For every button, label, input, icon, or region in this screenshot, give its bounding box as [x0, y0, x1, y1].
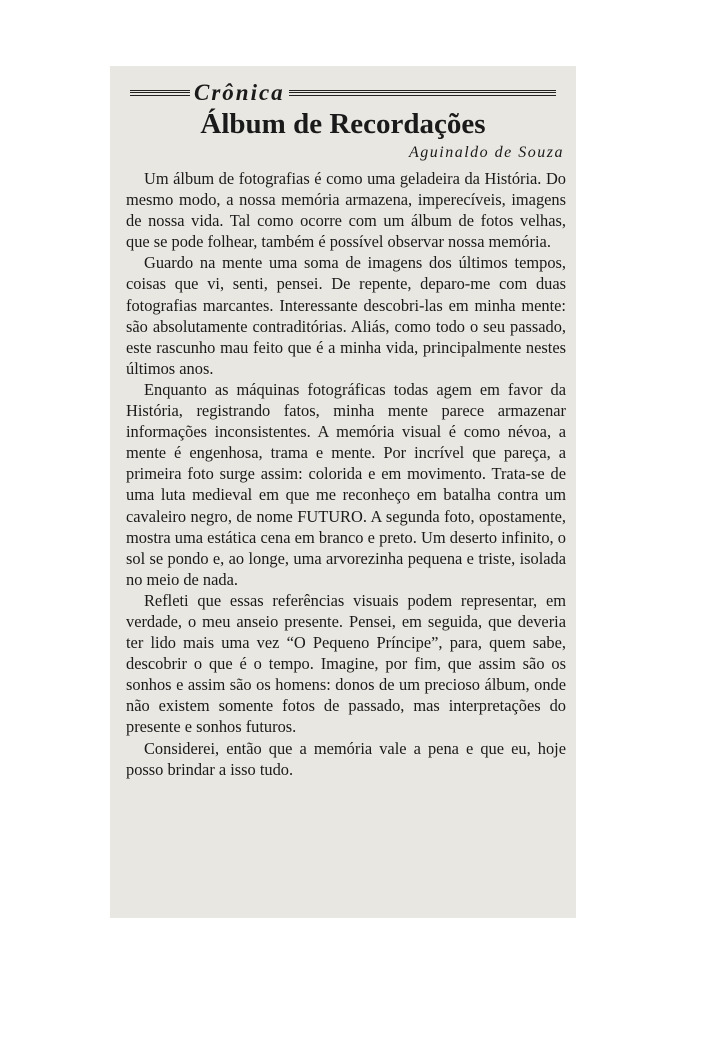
article-paragraph: Enquanto as máquinas fotográficas todas agem em favor da História, registrando fatos, minha mente parece armazenar informações inconsistentes. A memória visual é como névoa, a mente é engenhosa, trama e mente. Por incrível que pareça, a primeira foto surge assim: colorida e em movimento. Trata-se de uma luta medieval em que me reconheço em batalha contra um cavaleiro negro, de nome FUTURO. A segunda foto, opostamente, mostra uma estática cena em branco e preto. Um deserto infinito, o sol se pondo e, ao longe, uma arvorezinha pequena e triste, isolada no meio de nada. — [126, 379, 566, 589]
article-paragraph: Um álbum de fotografias é como uma geladeira da História. Do mesmo modo, a nossa memória armazena, imperecíveis, imagens de nossa vida. Tal como ocorre com um álbum de fotos velhas, que se pode folhear, também é possível observar nossa memória. — [126, 169, 566, 252]
article-body — [126, 168, 566, 780]
article-paragraph: Considerei, então que a memória vale a pena e que eu, hoje posso brindar a isso tudo. — [126, 738, 566, 779]
article-paragraph: Guardo na mente uma soma de imagens dos últimos tempos, coisas que vi, senti, pensei. De repente, deparo-me com duas fotografias marcantes. Interessante descobri-las em minha mente: são absolutamente contraditórias. Aliás, como todo o seu passado, este rascunho mau feito que é a minha vida, principalmente nestes últimos anos. — [126, 253, 566, 378]
newspaper-clipping — [110, 66, 576, 918]
article-headline: Álbum de Recordações — [200, 108, 486, 140]
section-label: Crônica — [194, 80, 285, 105]
article-byline: Aguinaldo de Souza — [409, 144, 564, 161]
section-rule-right — [289, 90, 556, 96]
section-rule-left — [130, 90, 190, 96]
article-paragraph: Refleti que essas referências visuais podem representar, em verdade, o meu anseio presente. Pensei, em seguida, que deveria ter lido mais uma vez “O Pequeno Príncipe”, para, quem sabe, descobrir o que é o tempo. Imagine, por fim, que assim são os sonhos e assim são os homens: donos de um precioso álbum, onde não existem somente fotos de passado, mas interpretações do presente e sonhos futuros. — [126, 590, 566, 737]
section-header — [130, 80, 556, 106]
